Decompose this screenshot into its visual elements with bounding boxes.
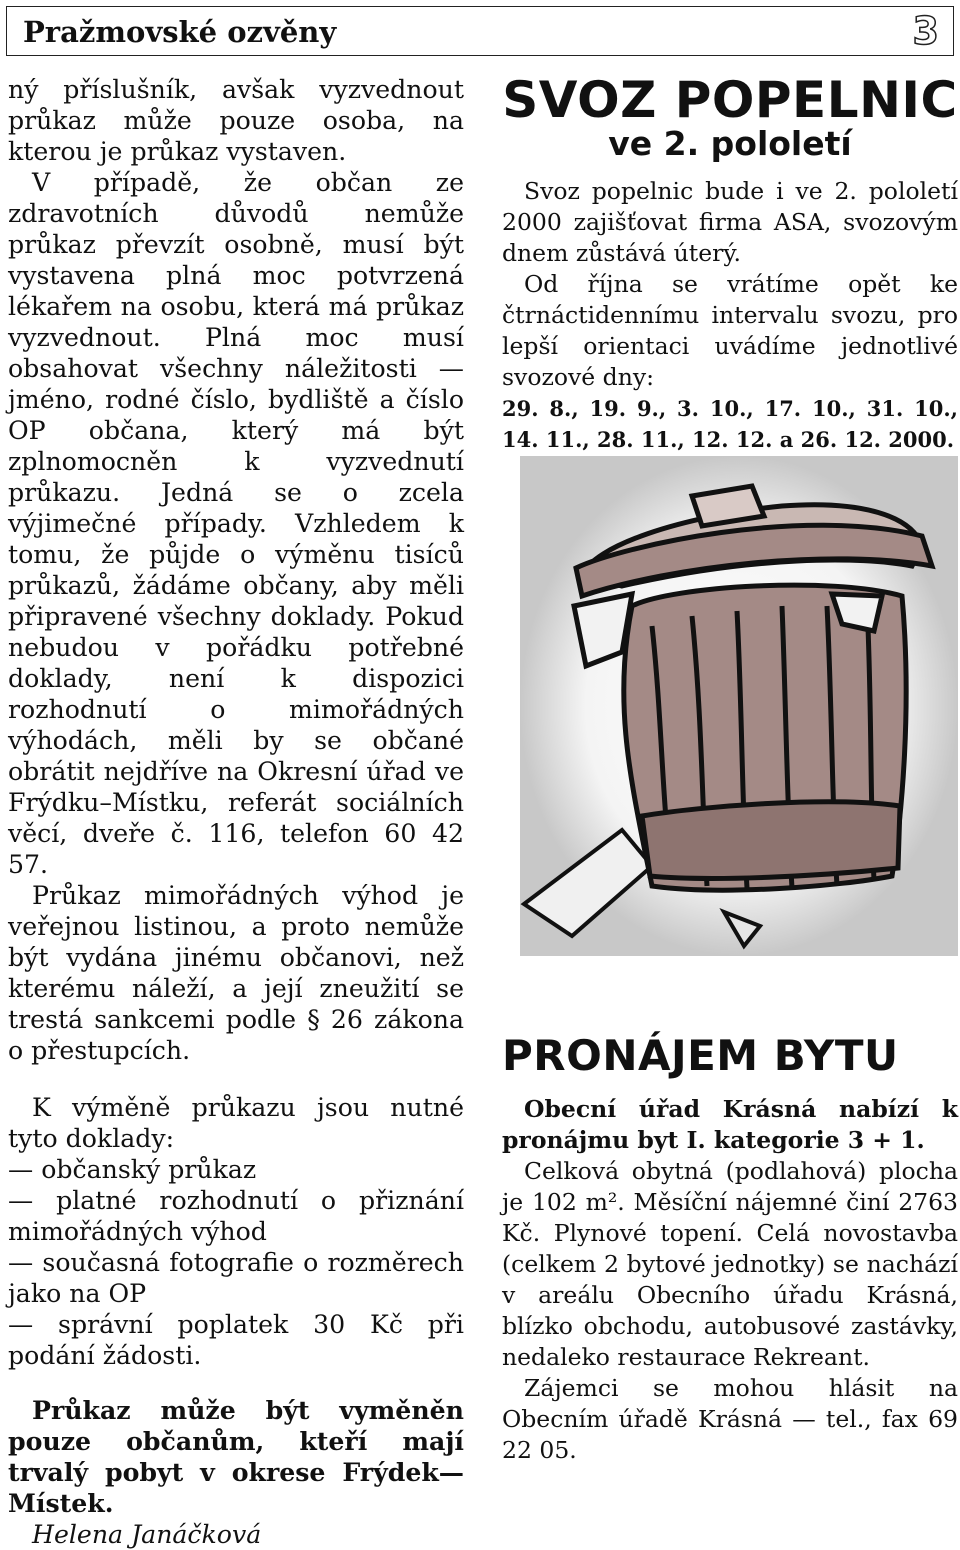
paragraph: K výměně průkazu jsou nutné tyto doklady: xyxy=(8,1093,464,1153)
paragraph: Průkaz mimořádných výhod je veřejnou listinou, a proto nemůže být vydána jinému občanovi, než kterému náleží, a její zneužití se trestá sankcemi podle § 26 zákona o přestupcích. xyxy=(8,881,464,1065)
svoz-subtitle: ve 2. pololetí xyxy=(608,124,852,163)
paragraph: V případě, že občan ze zdravotních důvodů nemůže průkaz převzít osobně, musí být vystavena plná moc potvrzená lékařem na osobu, která má průkaz vyzvednout. Plná moc musí obsahovat všechny náležitosti — jméno, rodné číslo, bydliště a číslo OP občana, který má být zplnomocněn k vyzvednutí průkazu. Jedná se o zcela výjimečné případy. Vzhledem k tomu, že půjde o výměnu tisíců průkazů, žádáme občany, aby měli připravené všechny doklady. Pokud nebudou v pořádku potřebné doklady, není k dispozici rozhodnutí o mimořádných výhodách, měli by se občané obrátit nejdříve na Okresní úřad ve Frýdku–Místku, referát sociálních věcí, dveře č. 116, telefon 60 42 57. xyxy=(8,168,464,879)
bold-note: Průkaz může být vyměněn pouze občanům, kteří mají trvalý pobyt v okrese Frýdek—Místek. xyxy=(8,1395,464,1518)
lead-paragraph: Obecní úřad Krásná nabízí k pronájmu byt I. kategorie 3 + 1. xyxy=(502,1095,958,1154)
author-signature: Helena Janáčková xyxy=(32,1520,262,1549)
left-column xyxy=(8,74,464,1550)
page-header xyxy=(6,6,954,56)
paragraph: Svoz popelnic bude i ve 2. pololetí 2000 zajišťovat firma ASA, svozovým dnem zůstává úterý. xyxy=(502,177,958,267)
paragraph: ný příslušník, avšak vyzvednout průkaz může pouze osoba, na kterou je průkaz vystaven. xyxy=(8,75,464,166)
list-item: — občanský průkaz xyxy=(8,1155,257,1184)
page-number: 3 xyxy=(912,9,939,53)
paragraph: Od října se vrátíme opět ke čtrnáctidennímu intervalu svozu, pro lepší orientaci uvádíme jednotlivé svozové dny: xyxy=(502,270,958,391)
svoz-title: SVOZ POPELNIC xyxy=(502,71,958,129)
trash-can-icon xyxy=(502,456,958,996)
paragraph: Celková obytná (podlahová) plocha je 102 m². Měsíční nájemné činí 2763 Kč. Plynové topení. Celá novostavba (celkem 2 bytové jednotky) se nachází v areálu Obecního úřadu Krásná, blízko obchodu, autobusové zastávky, nedaleko restaurace Rekreant. xyxy=(502,1157,958,1371)
list-item: — správní poplatek 30 Kč při podání žádosti. xyxy=(8,1310,464,1370)
collection-dates: 29. 8., 19. 9., 3. 10., 17. 10., 31. 10., 14. 11., 28. 11., 12. 12. a 26. 12. 2000. xyxy=(502,396,958,452)
paragraph: Zájemci se mohou hlásit na Obecním úřadě Krásná — tel., fax 69 22 05. xyxy=(502,1374,958,1464)
svoz-section xyxy=(502,71,958,455)
trash-can-illustration xyxy=(502,456,958,996)
list-item: — platné rozhodnutí o přiznání mimořádných výhod xyxy=(8,1186,464,1246)
newsletter-title: Pražmovské ozvěny xyxy=(23,15,337,49)
list-item: — současná fotografie o rozměrech jako na OP xyxy=(8,1248,464,1308)
pronajem-section xyxy=(502,1030,958,1466)
pronajem-title: PRONÁJEM BYTU xyxy=(502,1031,899,1080)
